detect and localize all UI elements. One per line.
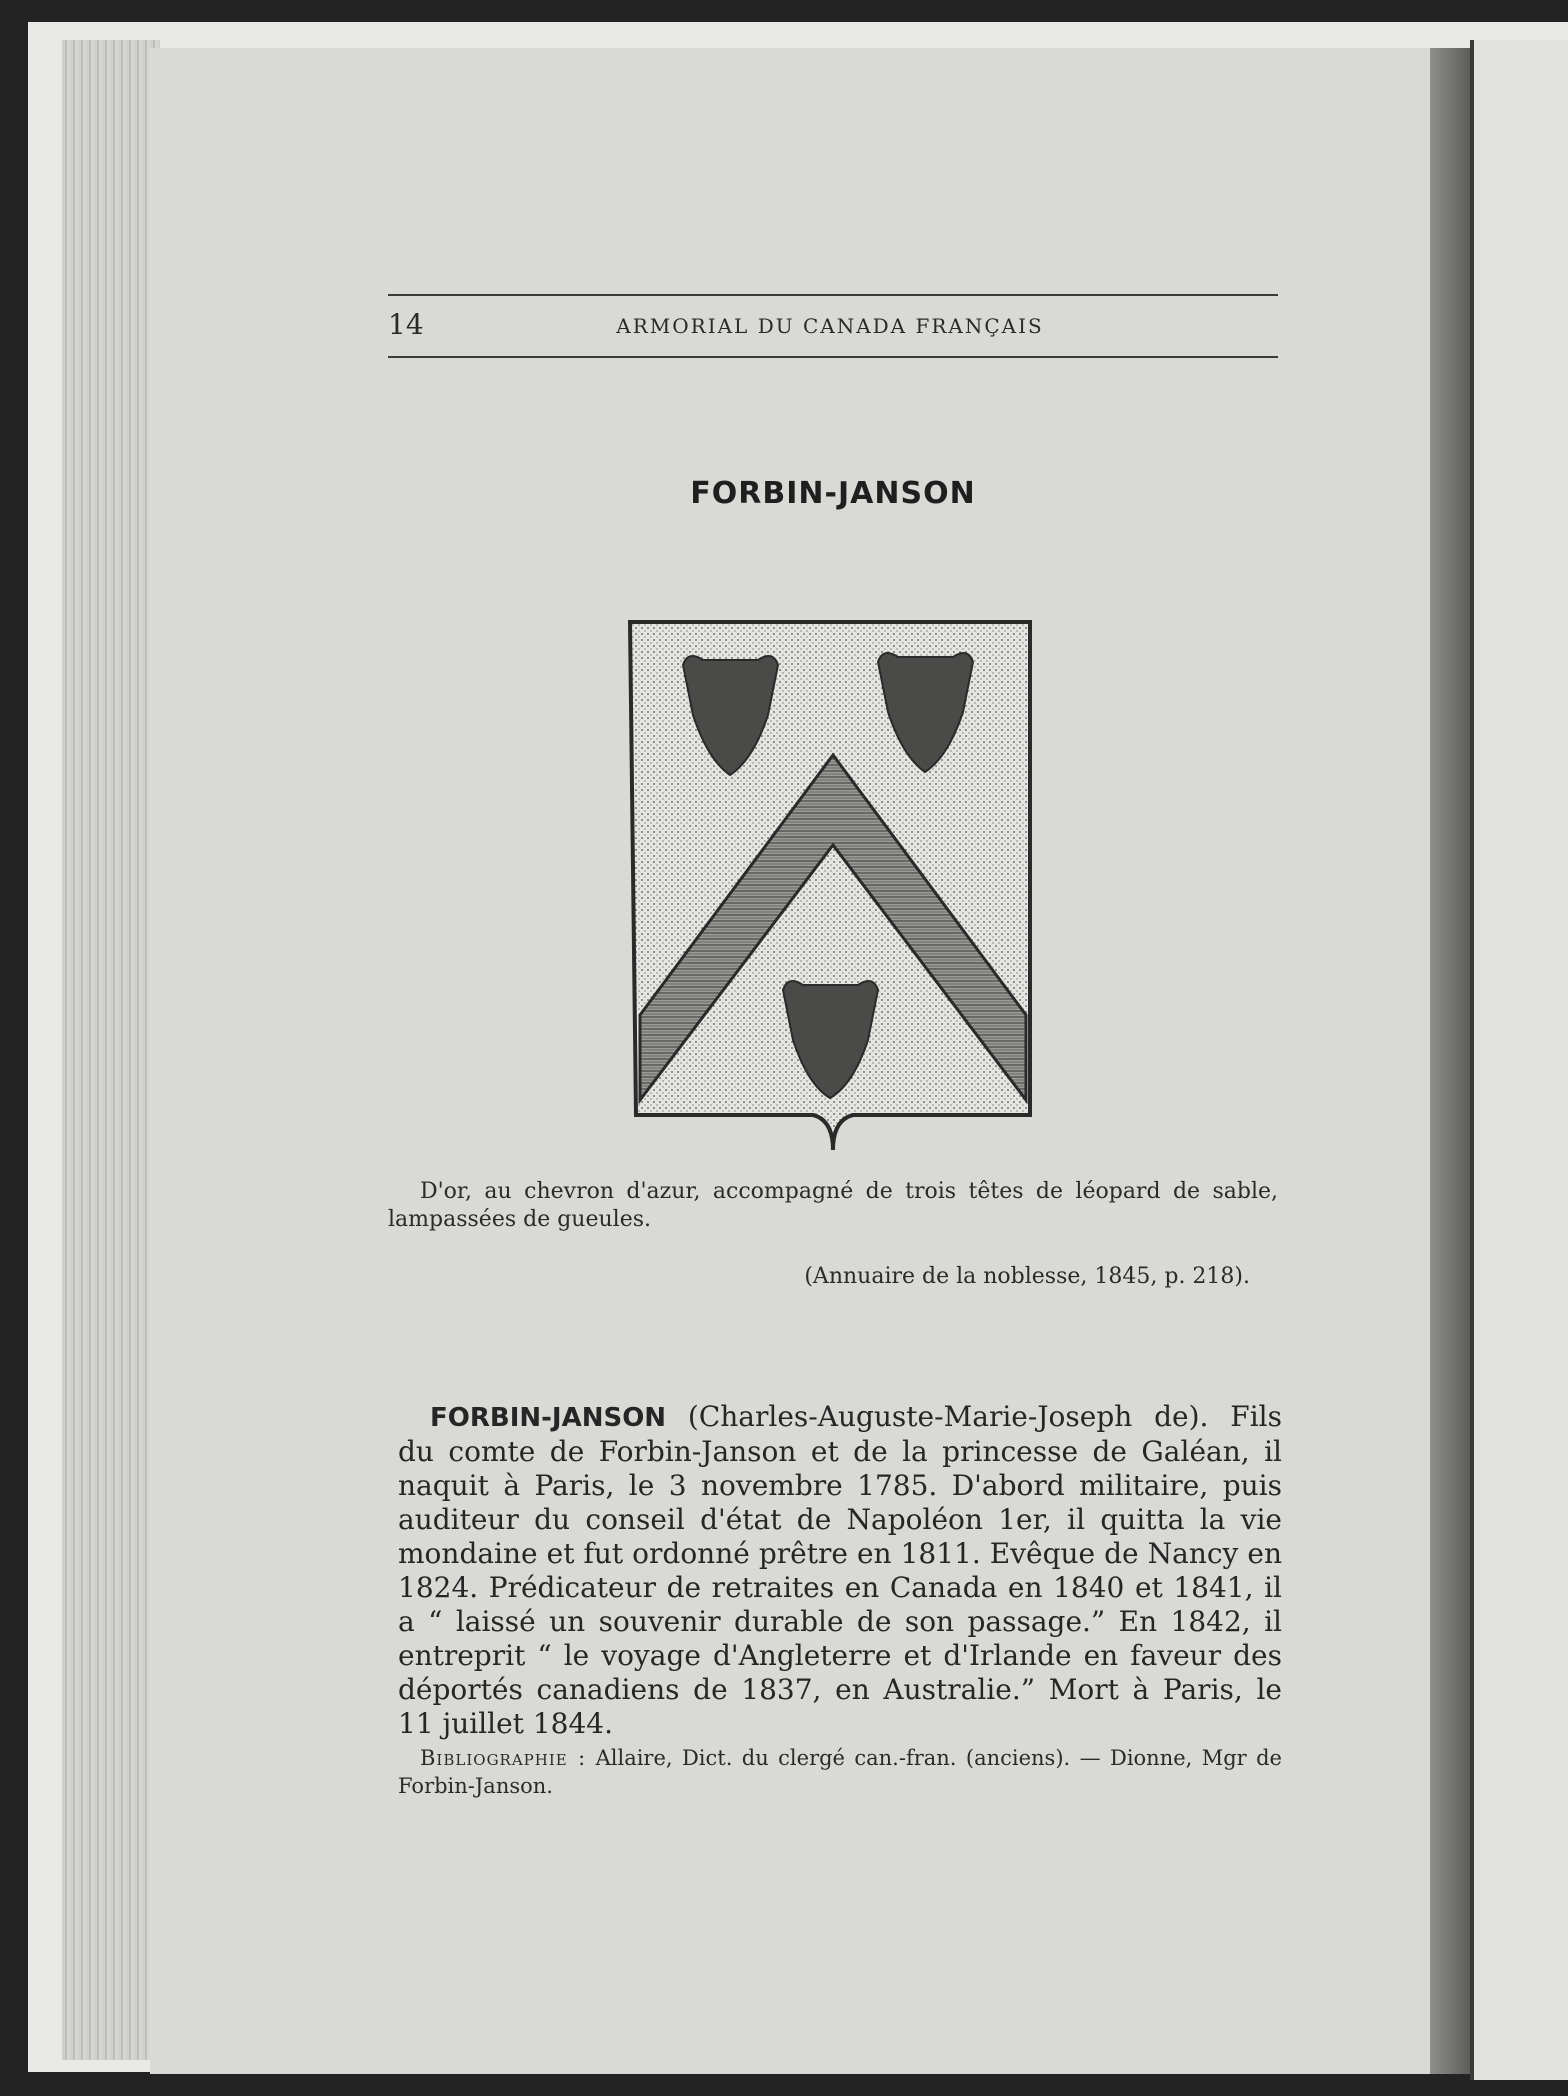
bibliography-text: Allaire, Dict. du clergé can.-fran. (anciens). — Dionne, Mgr de Forbin-Janson. — [398, 1746, 1282, 1798]
biography-text: (Charles-Auguste-Marie-Joseph de). Fils du comte de Forbin-Janson et de la princesse de Galéan, il naquit à Paris, le 3 novembre 1785. D'abord militaire, puis auditeur du conseil d'état de Napoléon 1er, il quitta la vie mondaine et fut ordonné prêtre en 1811. Evêque de Nancy en 1824. Prédicateur de retraites en Canada en 1840 et 1841, il a “ laissé un souvenir durable de son passage.” En 1842, il entreprit “ le voyage d'Angleterre et d'Irlande en faveur des déportés canadiens de 1837, en Australie.” Mort à Paris, le 11 juillet 1844. — [398, 1400, 1282, 1740]
bibliography-label: Bibliographie : — [420, 1746, 587, 1770]
book-gutter — [1430, 48, 1470, 2074]
page-edges — [62, 40, 160, 2060]
header-rule-bottom — [388, 356, 1278, 358]
page-number: 14 — [388, 308, 424, 341]
blazon-source: (Annuaire de la noblesse, 1845, p. 218). — [804, 1264, 1250, 1289]
coat-of-arms-shield — [628, 620, 1038, 1165]
entry-title: FORBIN-JANSON — [690, 476, 976, 511]
bibliography-paragraph — [398, 1744, 1282, 1800]
biography-name: FORBIN-JANSON — [430, 1403, 667, 1433]
running-title: ARMORIAL DU CANADA FRANÇAIS — [616, 314, 1044, 338]
biography-paragraph — [398, 1400, 1282, 1741]
header-rule-top — [388, 294, 1278, 296]
facing-page-edge — [1470, 40, 1568, 2080]
blazon-text: D'or, au chevron d'azur, accompagné de trois têtes de léopard de sable, lampassées de gueules. — [388, 1179, 1278, 1232]
